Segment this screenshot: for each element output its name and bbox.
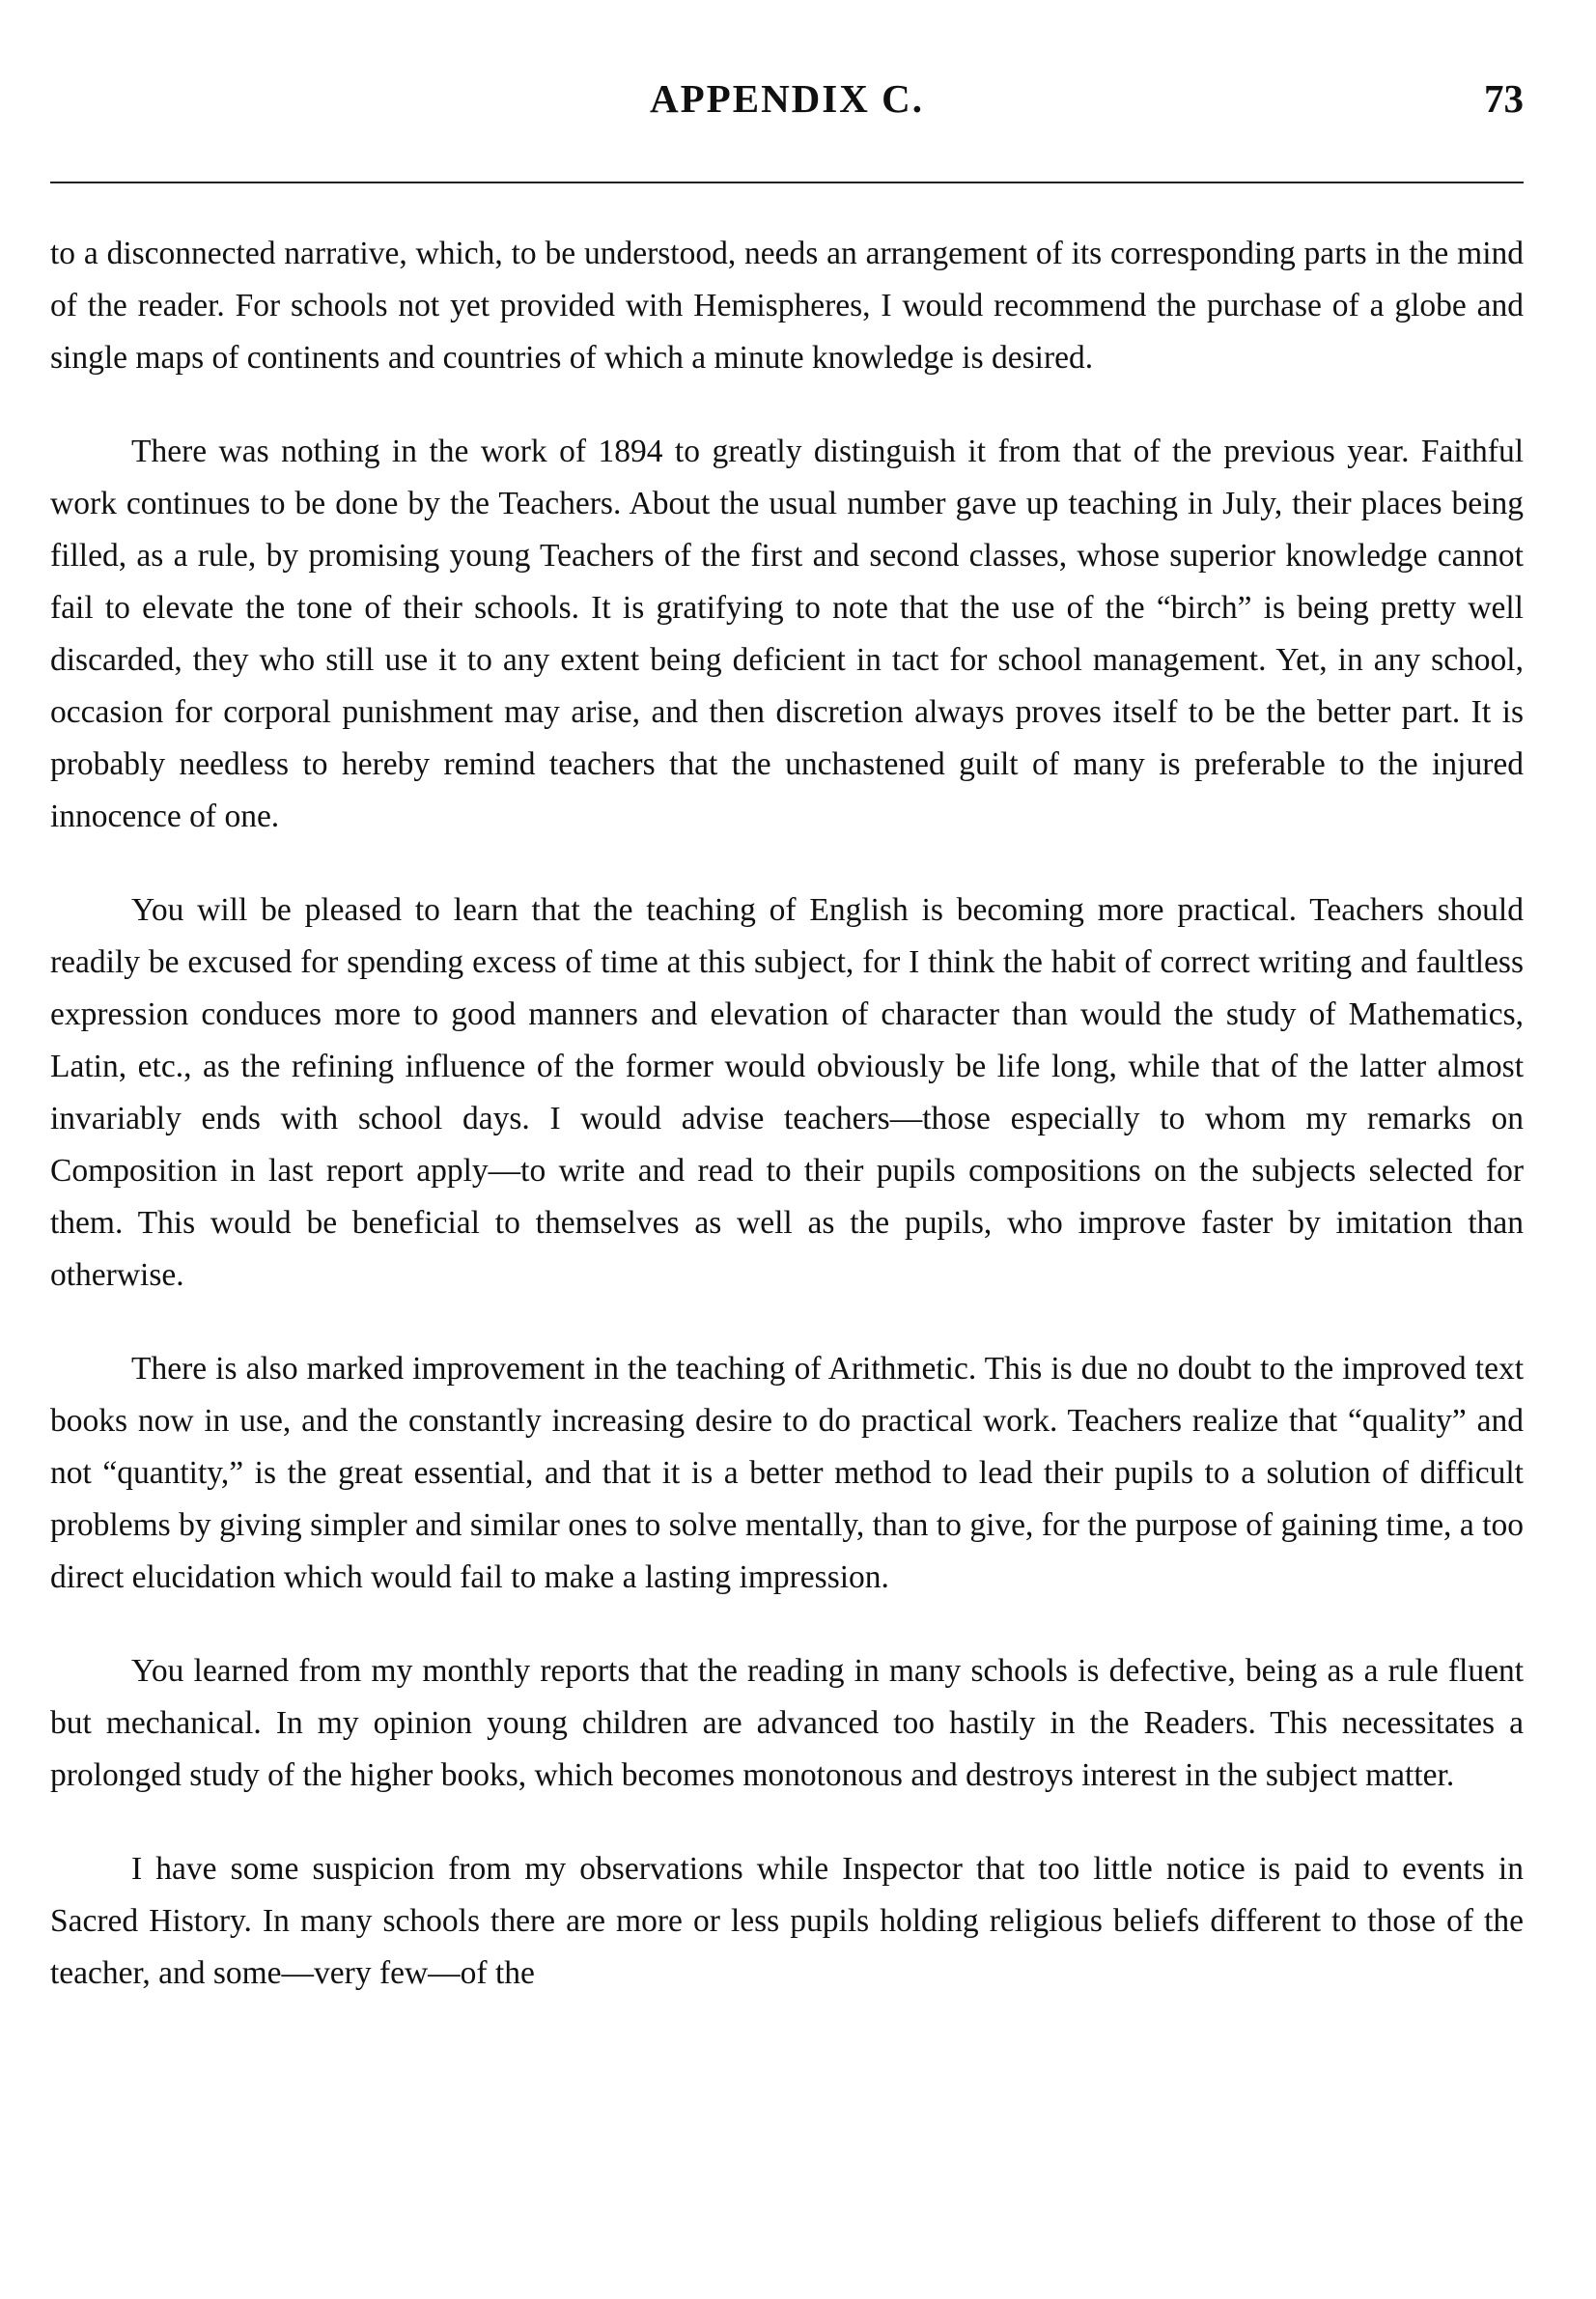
running-title: APPENDIX C. xyxy=(650,76,924,121)
running-head xyxy=(50,75,1524,133)
paragraph-geography-continued: to a disconnected narrative, which, to be understood, needs an arrangement of its corresponding parts in the mind of the reader. For schools not yet provided with Hemispheres, I would recommend the purchase of a globe and single maps of continents and countries of which a minute knowledge is desired. xyxy=(50,236,1524,376)
header-rule xyxy=(50,182,1524,183)
paragraph-arithmetic: There is also marked improvement in the teaching of Arithmetic. This is due no doubt to the improved text books now in use, and the constantly increasing desire to do practical work. Teachers realize that “quality” and not “quantity,” is the great essential, and that it is a better method to lead their pupils to a solution of difficult problems by giving simpler and similar ones to solve mentally, than to give, for the purpose of gaining time, a too direct elucidation which would fail to make a lasting impression. xyxy=(50,1351,1524,1595)
page-number: 73 xyxy=(1484,76,1524,121)
body-text xyxy=(50,228,1524,2000)
paragraph-sacred-history: I have some suspicion from my observations while Inspector that too little notice is paid to events in Sacred History. In many schools there are more or less pupils holding religious beliefs different to those of the teacher, and some—very few—of the xyxy=(50,1851,1524,1991)
paragraph-reading: You learned from my monthly reports that the reading in many schools is defective, being as a rule fluent but mechanical. In my opinion young children are advanced too hastily in the Readers. This necessitates a prolonged study of the higher books, which becomes monotonous and destroys interest in the subject matter. xyxy=(50,1653,1524,1793)
paragraph-work-of-1894: There was nothing in the work of 1894 to greatly distinguish it from that of the previous year. Faithful work continues to be done by the Teachers. About the usual number gave up teaching in July, their places being filled, as a rule, by promising young Teachers of the first and second classes, whose superior knowledge cannot fail to elevate the tone of their schools. It is gratifying to note that the use of the “birch” is being pretty well discarded, they who still use it to any extent being deficient in tact for school management. Yet, in any school, occasion for corporal punishment may arise, and then discretion always proves itself to be the better part. It is probably needless to hereby remind teachers that the unchastened guilt of many is preferable to the injured innocence of one. xyxy=(50,434,1524,834)
paragraph-teaching-english: You will be pleased to learn that the teaching of English is becoming more practical. Teachers should readily be excused for spending excess of time at this subject, for I think the habit of correct writing and faultless expression conduces more to good manners and elevation of character than would the study of Mathematics, Latin, etc., as the refining influence of the former would obviously be life long, while that of the latter almost invariably ends with school days. I would advise teachers—those especially to whom my remarks on Composition in last report apply—to write and read to their pupils compositions on the subjects selected for them. This would be beneficial to themselves as well as the pupils, who improve faster by imitation than otherwise. xyxy=(50,892,1524,1293)
